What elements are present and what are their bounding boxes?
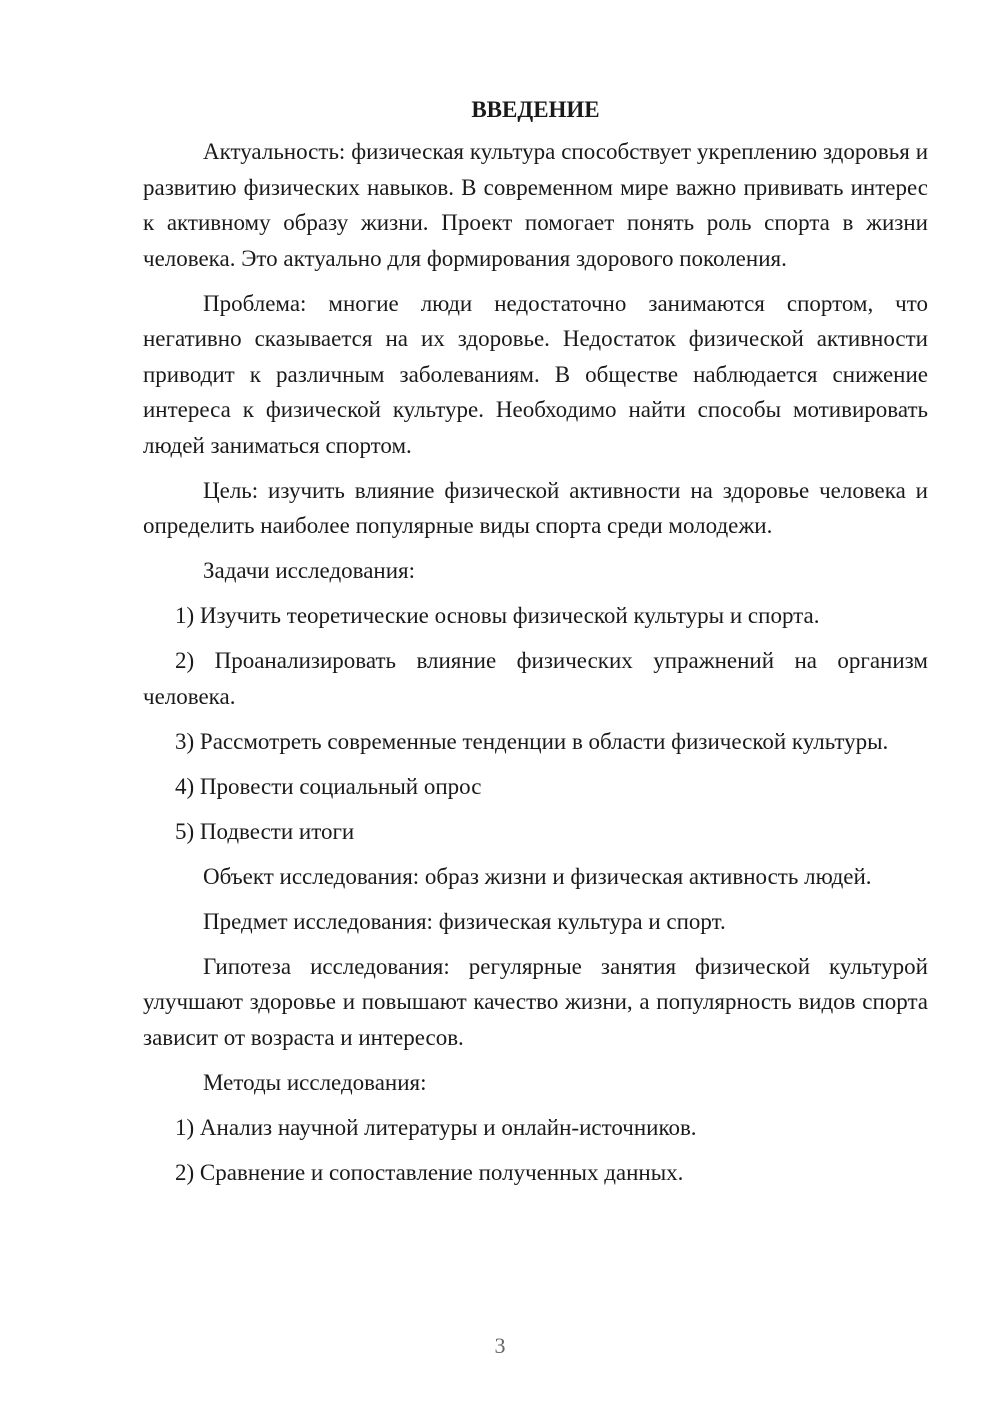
page-number: 3 xyxy=(494,1333,506,1358)
paragraph-hypothesis: Гипотеза исследования: регулярные занятия физической культурой улучшают здоровье и повышают качество жизни, а популярность видов спорта зависит от возраста и интересов. xyxy=(143,953,928,1050)
task-item-1: 1) Изучить теоретические основы физической культуры и спорта. xyxy=(175,603,820,628)
paragraph-subject: Предмет исследования: физическая культура и спорт. xyxy=(203,908,726,934)
task-item-3: 3) Рассмотреть современные тенденции в области физической культуры. xyxy=(175,728,889,754)
paragraph-object: Объект исследования: образ жизни и физическая активность людей. xyxy=(203,863,872,889)
task-item-5: 5) Подвести итоги xyxy=(175,818,355,844)
paragraph-relevance: Актуальность: физическая культура способствует укреплению здоровья и развитию физических навыков. В современном мире важно прививать интерес к активному образу жизни. Проект помогает понять роль спорта в жизни человека. Это актуально для формирования здорового поколения. xyxy=(143,139,928,271)
task-item-2: 2) Проанализировать влияние физических упражнений на организм человека. xyxy=(143,648,928,709)
task-item-4: 4) Провести социальный опрос xyxy=(175,773,482,799)
method-item-1: 1) Анализ научной литературы и онлайн-источников. xyxy=(175,1114,697,1140)
section-title: ВВЕДЕНИЕ xyxy=(471,97,600,122)
paragraph-problem: Проблема: многие люди недостаточно занимаются спортом, что негативно сказывается на их здоровье. Недостаток физической активности приводит к различным заболеваниям. В обществе наблюдается снижение интереса к физической культуре. Необходимо найти способы мотивировать людей заниматься спортом. xyxy=(143,290,928,458)
page-content xyxy=(143,92,928,1190)
methods-heading: Методы исследования: xyxy=(203,1069,427,1095)
method-item-2: 2) Сравнение и сопоставление полученных данных. xyxy=(175,1159,684,1185)
paragraph-goal: Цель: изучить влияние физической активности на здоровье человека и определить наиболее популярные виды спорта среди молодежи. xyxy=(143,477,928,538)
tasks-heading: Задачи исследования: xyxy=(203,558,416,583)
